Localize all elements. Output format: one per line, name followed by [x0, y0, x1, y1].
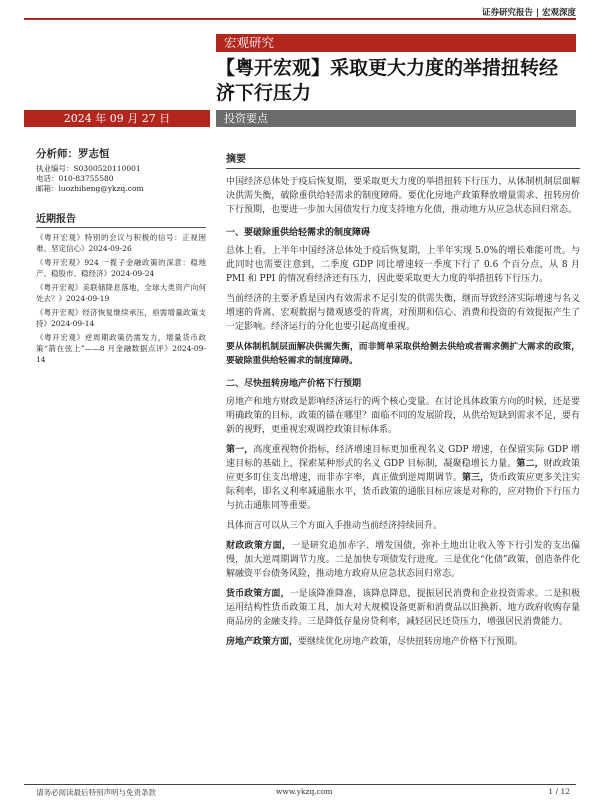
analyst-name: 分析师：罗志恒: [36, 148, 110, 160]
recent-report-item[interactable]: 《粤开宏观》924 一揽子金融政策的深意：稳地产、稳股市、稳经济》2024-09-24: [36, 258, 206, 278]
abstract-intro: 中国经济总体处于疫后恢复期，要采取更大力度的举措扭转下行压力，从体制机制层面解决供需失衡，破除重供给轻需求的制度障碍。要优化房地产政策释放增量需求、扭转房价下行预期，也要进一步加大国债发行力度支持地方化债，推动地方从应急状态回归常态。: [226, 177, 580, 215]
section1-paragraph-1: 总体上看，上半年中国经济总体处于疫后恢复期，上半年实现 5.0%的增长难能可贵。与此同时也需要注意到，二季度 GDP 同比增速较一季度下行了 0.6 个百分点，从 8 月 PMI 和 PPI 的情况看经济还有压力，因此要采取更大力度的举措扭转下行压力。: [226, 246, 580, 284]
recent-report-item[interactable]: 《粤开宏观》美联储降息落地，全球大类资产向何处去？》2024-09-19: [36, 283, 206, 303]
first-text: 高度重视物价指标，经济增速目标更加重视名义 GDP 增速，在保留实际 GDP 增速目标的基础上，探索某种形式的名义 GDP 目标制，凝聚稳增长力量。: [226, 445, 580, 469]
sidebar: [36, 146, 206, 368]
header-brand: 证券研究报告 | 宏观深度: [481, 8, 576, 18]
section2-heading: 二、尽快扭转房地产价格下行预期: [226, 379, 362, 389]
recent-reports-title: 近期报告: [36, 214, 76, 225]
second-text: 财政政策应更多盯住支出增速，而非赤字率，真正做到逆周期调节。: [226, 459, 580, 483]
third-text: 货币政策应更多关注实际利率，即名义利率减通胀水平，货币政策的通胀目标应该是对称的，应对物价下行压力与抗击通胀同等重要。: [226, 473, 580, 511]
report-title: 【粤开宏观】采取更大力度的举措扭转经济下行压力: [216, 57, 559, 104]
header-rule: [24, 18, 576, 20]
property-lead: 房地产政策方面，: [226, 637, 299, 647]
section2-paragraph-3: 具体而言可以从三个方面入手推动当前经济持续回升。: [226, 521, 443, 531]
footer-page-number: 1 / 12: [548, 787, 570, 796]
report-date: 2024 年 09 月 27 日: [24, 110, 210, 127]
section2-paragraph-2: [226, 443, 580, 513]
footer-disclaimer: 请务必阅读最后特别声明与免责条款: [36, 788, 156, 797]
main-content: [226, 150, 580, 649]
investment-points-banner: 投资要点: [216, 110, 576, 127]
third-lead: 第三，: [462, 473, 490, 483]
analyst-license: 执业编号：S0300520110001: [36, 164, 141, 173]
recent-report-item[interactable]: 《粤开宏观》特别的会议与积极的信号：正视困难、坚定信心》2024-09-26: [36, 233, 206, 253]
second-lead: 第二，: [516, 459, 544, 469]
abstract-label: 摘要: [226, 150, 580, 169]
fiscal-text: 一是研究追加赤字、增发国债，弥补土地出让收入等下行引发的支出偏慢，加大逆周期调节力度。二是加快专项债发行进度。三是优化“化债”政策，创造条件化解融资平台债务风险，推动地方政府从应急状态回归常态。: [226, 541, 580, 579]
analyst-email: 邮箱：luozhiheng@ykzq.com: [36, 184, 144, 193]
recent-report-item[interactable]: 《粤开宏观》经济恢复继续承压，亟需增量政策支持》2024-09-14: [36, 308, 206, 328]
section1-paragraph-3: 要从体制机制层面解决供需失衡，而非简单采取供给侧去供给或者需求侧扩大需求的政策，要破除重供给轻需求的制度障碍。: [226, 342, 580, 366]
section1-paragraph-2: 当前经济的主要矛盾是国内有效需求不足引发的供需失衡，继而导致经济实际增速与名义增速的背离、宏观数据与微观感受的背离，对预期和信心、消费和投资的有效提振产生了一定影响。经济运行的分化也要引起高度重视。: [226, 294, 580, 332]
section1-heading: 一、要破除重供给轻需求的制度障碍: [226, 228, 371, 238]
fiscal-policy-paragraph: [226, 539, 580, 581]
property-policy-paragraph: [226, 635, 580, 649]
monetary-text: 一是该降准降准，该降息降息，提振居民消费和企业投资需求。二是积极运用结构性货币政策工具，加大对大规模设备更新和消费品以旧换新、地方政府收购存量商品房的金融支持。三是降低存量房贷利率，减轻居民还贷压力，增强居民消费能力。: [226, 589, 580, 627]
monetary-policy-paragraph: [226, 587, 580, 629]
footer-rule: [24, 784, 576, 785]
analyst-phone: 电话：010-83755580: [36, 174, 114, 183]
recent-report-item[interactable]: 《粤开宏观》逆周期政策仍需发力，增量货币政策“箭在弦上”——8 月金融数据点评》2024-09-14: [36, 333, 206, 364]
fiscal-lead: 财政政策方面，: [226, 541, 292, 551]
recent-reports-rule: [36, 227, 206, 228]
category-banner: 宏观研究: [216, 34, 576, 52]
monetary-lead: 货币政策方面，: [226, 589, 290, 599]
section2-paragraph-1: 房地产和地方财政是影响经济运行的两个核心变量。在讨论具体政策方向的时候，还是要明确政策的目标，政策的锚在哪里？面临不同的发展阶段，从供给短缺到需求不足，要有新的视野，更重视宏观调控政策目标体系。: [226, 397, 580, 435]
property-text: 要继续优化房地产政策，尽快扭转房地产价格下行预期。: [298, 637, 524, 647]
footer-website[interactable]: www.ykzq.com: [276, 787, 333, 796]
first-lead: 第一，: [226, 445, 254, 455]
